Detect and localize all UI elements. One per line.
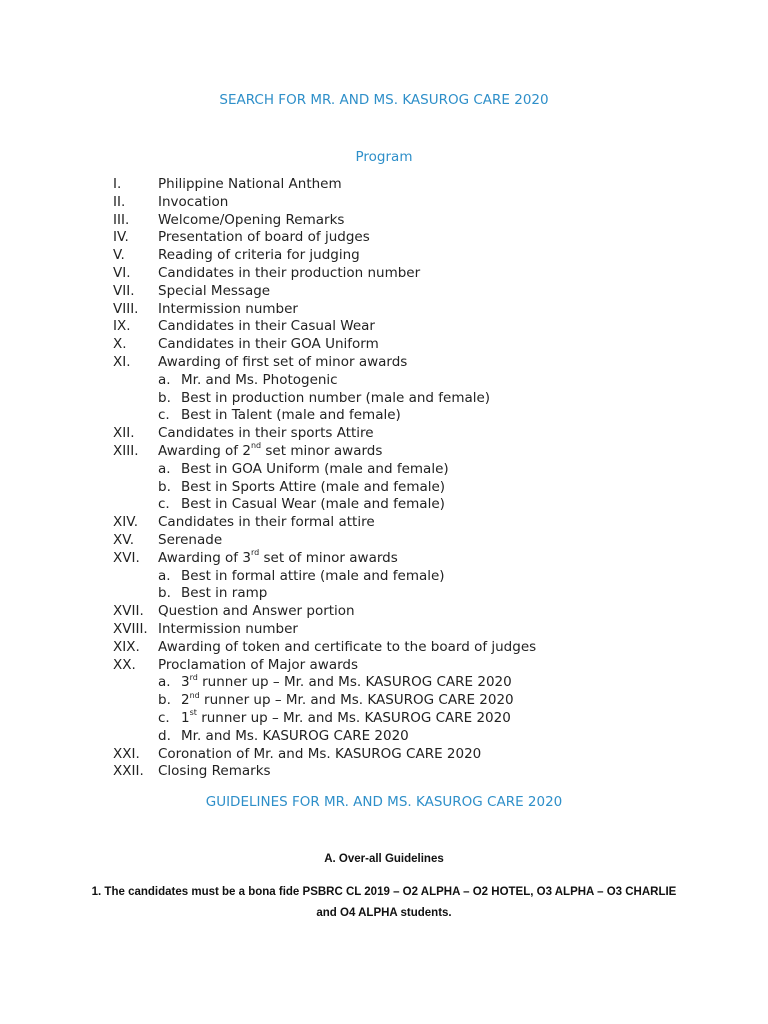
item-text	[181, 710, 511, 728]
subitem-letter: b.	[158, 585, 171, 602]
program-item	[0, 532, 768, 550]
program-item	[0, 265, 768, 283]
program-subitem	[0, 390, 768, 408]
item-number: III.	[113, 211, 130, 228]
item-text: Candidates in their production number	[158, 264, 421, 281]
item-number: XXI.	[113, 745, 140, 762]
subitem-letter: a.	[158, 460, 171, 477]
program-item	[0, 621, 768, 639]
item-number: XIV.	[113, 514, 139, 531]
program-item	[0, 763, 768, 781]
ordinal-suffix: nd	[250, 441, 262, 451]
item-number: XIX.	[113, 638, 140, 655]
item-text	[158, 550, 398, 568]
subitem-letter: c.	[158, 496, 170, 513]
program-item	[0, 354, 768, 372]
program-subitem	[0, 496, 768, 514]
program-item	[0, 194, 768, 212]
item-text: Best in Talent (male and female)	[181, 407, 401, 424]
program-item	[0, 425, 768, 443]
item-text: Awarding of token and certificate to the board of judges	[158, 638, 537, 655]
item-text-prefix: 1	[181, 709, 190, 726]
program-subitem	[0, 479, 768, 497]
item-text-prefix: Awarding of 2	[158, 442, 251, 459]
item-number: XVIII.	[113, 620, 148, 637]
program-item	[0, 229, 768, 247]
item-text: Serenade	[158, 531, 223, 548]
document-title: SEARCH FOR MR. AND MS. KASUROG CARE 2020	[219, 92, 549, 108]
item-number: IV.	[113, 229, 129, 246]
program-item	[0, 336, 768, 354]
item-text: Invocation	[158, 193, 229, 210]
item-text-rest: set of minor awards	[259, 549, 398, 566]
subitem-letter: a.	[158, 567, 171, 584]
program-item	[0, 212, 768, 230]
program-subitem	[0, 674, 768, 692]
subitem-letter: c.	[158, 709, 170, 726]
item-text: Candidates in their Casual Wear	[158, 318, 375, 335]
program-item	[0, 176, 768, 194]
section-a-heading: A. Over-all Guidelines	[324, 853, 444, 865]
item-text: Best in GOA Uniform (male and female)	[181, 460, 449, 477]
item-text: Best in Sports Attire (male and female)	[181, 478, 446, 495]
program-subitem	[0, 710, 768, 728]
item-text-rest: runner up – Mr. and Ms. KASUROG CARE 2020	[197, 674, 512, 691]
item-number: X.	[113, 336, 127, 353]
item-text: Awarding of first set of minor awards	[158, 353, 408, 370]
program-item	[0, 318, 768, 336]
program-subitem	[0, 407, 768, 425]
item-number: XII.	[113, 425, 135, 442]
subitem-letter: a.	[158, 674, 171, 691]
ordinal-suffix: st	[189, 708, 197, 718]
program-item	[0, 550, 768, 568]
item-text: Candidates in their formal attire	[158, 514, 375, 531]
item-text: Intermission number	[158, 620, 298, 637]
item-text: Best in Casual Wear (male and female)	[181, 496, 445, 513]
item-text: Candidates in their GOA Uniform	[158, 336, 379, 353]
item-text: Welcome/Opening Remarks	[158, 211, 345, 228]
item-text: Best in formal attire (male and female)	[181, 567, 445, 584]
program-subitem	[0, 372, 768, 390]
item-text: Coronation of Mr. and Ms. KASUROG CARE 2020	[158, 745, 482, 762]
program-subitem	[0, 585, 768, 603]
guidelines-heading: GUIDELINES FOR MR. AND MS. KASUROG CARE 2020	[205, 794, 563, 810]
item-text	[158, 443, 382, 461]
ordinal-suffix: nd	[189, 690, 200, 700]
program-item	[0, 639, 768, 657]
item-text: Candidates in their sports Attire	[158, 425, 374, 442]
item-number: VI.	[113, 264, 131, 281]
subitem-letter: a.	[158, 371, 171, 388]
subitem-letter: d.	[158, 727, 171, 744]
program-subitem	[0, 461, 768, 479]
subitem-letter: b.	[158, 389, 171, 406]
item-number: XX.	[113, 656, 136, 673]
item-text: Best in ramp	[181, 585, 268, 602]
ordinal-suffix: rd	[250, 548, 260, 558]
item-text-rest: runner up – Mr. and Ms. KASUROG CARE 2020	[199, 692, 514, 709]
item-text: Mr. and Ms. Photogenic	[181, 371, 338, 388]
item-number: XV.	[113, 531, 135, 548]
program-item	[0, 746, 768, 764]
item-number: VII.	[113, 282, 135, 299]
program-heading: Program	[355, 149, 413, 165]
item-text: Closing Remarks	[158, 763, 271, 780]
guideline-rule-1: 1. The candidates must be a bona fide PSBRC CL 2019 – O2 ALPHA – O2 HOTEL, O3 ALPHA – O3 CHARLIE and O4 ALPHA students.	[91, 886, 677, 919]
item-number: XVI.	[113, 549, 140, 566]
item-number: IX.	[113, 318, 131, 335]
item-text: Reading of criteria for judging	[158, 247, 360, 264]
program-item	[0, 283, 768, 301]
item-text-prefix: 2	[181, 692, 190, 709]
item-number: II.	[113, 193, 126, 210]
program-item	[0, 247, 768, 265]
item-number: XIII.	[113, 442, 139, 459]
item-number: VIII.	[113, 300, 139, 317]
program-subitem	[0, 692, 768, 710]
item-text-rest: runner up – Mr. and Ms. KASUROG CARE 2020	[196, 709, 511, 726]
subitem-letter: b.	[158, 478, 171, 495]
item-text: Question and Answer portion	[158, 603, 355, 620]
item-number: V.	[113, 247, 125, 264]
item-text: Presentation of board of judges	[158, 229, 370, 246]
program-item	[0, 514, 768, 532]
item-text: Intermission number	[158, 300, 298, 317]
program-subitem	[0, 728, 768, 746]
item-text: Proclamation of Major awards	[158, 656, 359, 673]
item-number: XI.	[113, 353, 131, 370]
item-text-prefix: 3	[181, 674, 190, 691]
program-subitem	[0, 568, 768, 586]
item-text	[181, 674, 512, 692]
item-text: Best in production number (male and female)	[181, 389, 491, 406]
subitem-letter: b.	[158, 692, 171, 709]
program-item	[0, 443, 768, 461]
item-text: Special Message	[158, 282, 271, 299]
program-item	[0, 301, 768, 319]
item-number: I.	[113, 176, 122, 192]
item-text-rest: set minor awards	[261, 442, 383, 459]
program-item	[0, 603, 768, 621]
program-item	[0, 657, 768, 675]
item-number: XXII.	[113, 763, 144, 780]
ordinal-suffix: rd	[189, 672, 198, 682]
item-text-prefix: Awarding of 3	[158, 549, 251, 566]
item-text	[181, 692, 514, 710]
item-text: Philippine National Anthem	[158, 176, 342, 192]
item-number: XVII.	[113, 603, 144, 620]
program-list	[0, 176, 768, 781]
subitem-letter: c.	[158, 407, 170, 424]
item-text: Mr. and Ms. KASUROG CARE 2020	[181, 727, 409, 744]
